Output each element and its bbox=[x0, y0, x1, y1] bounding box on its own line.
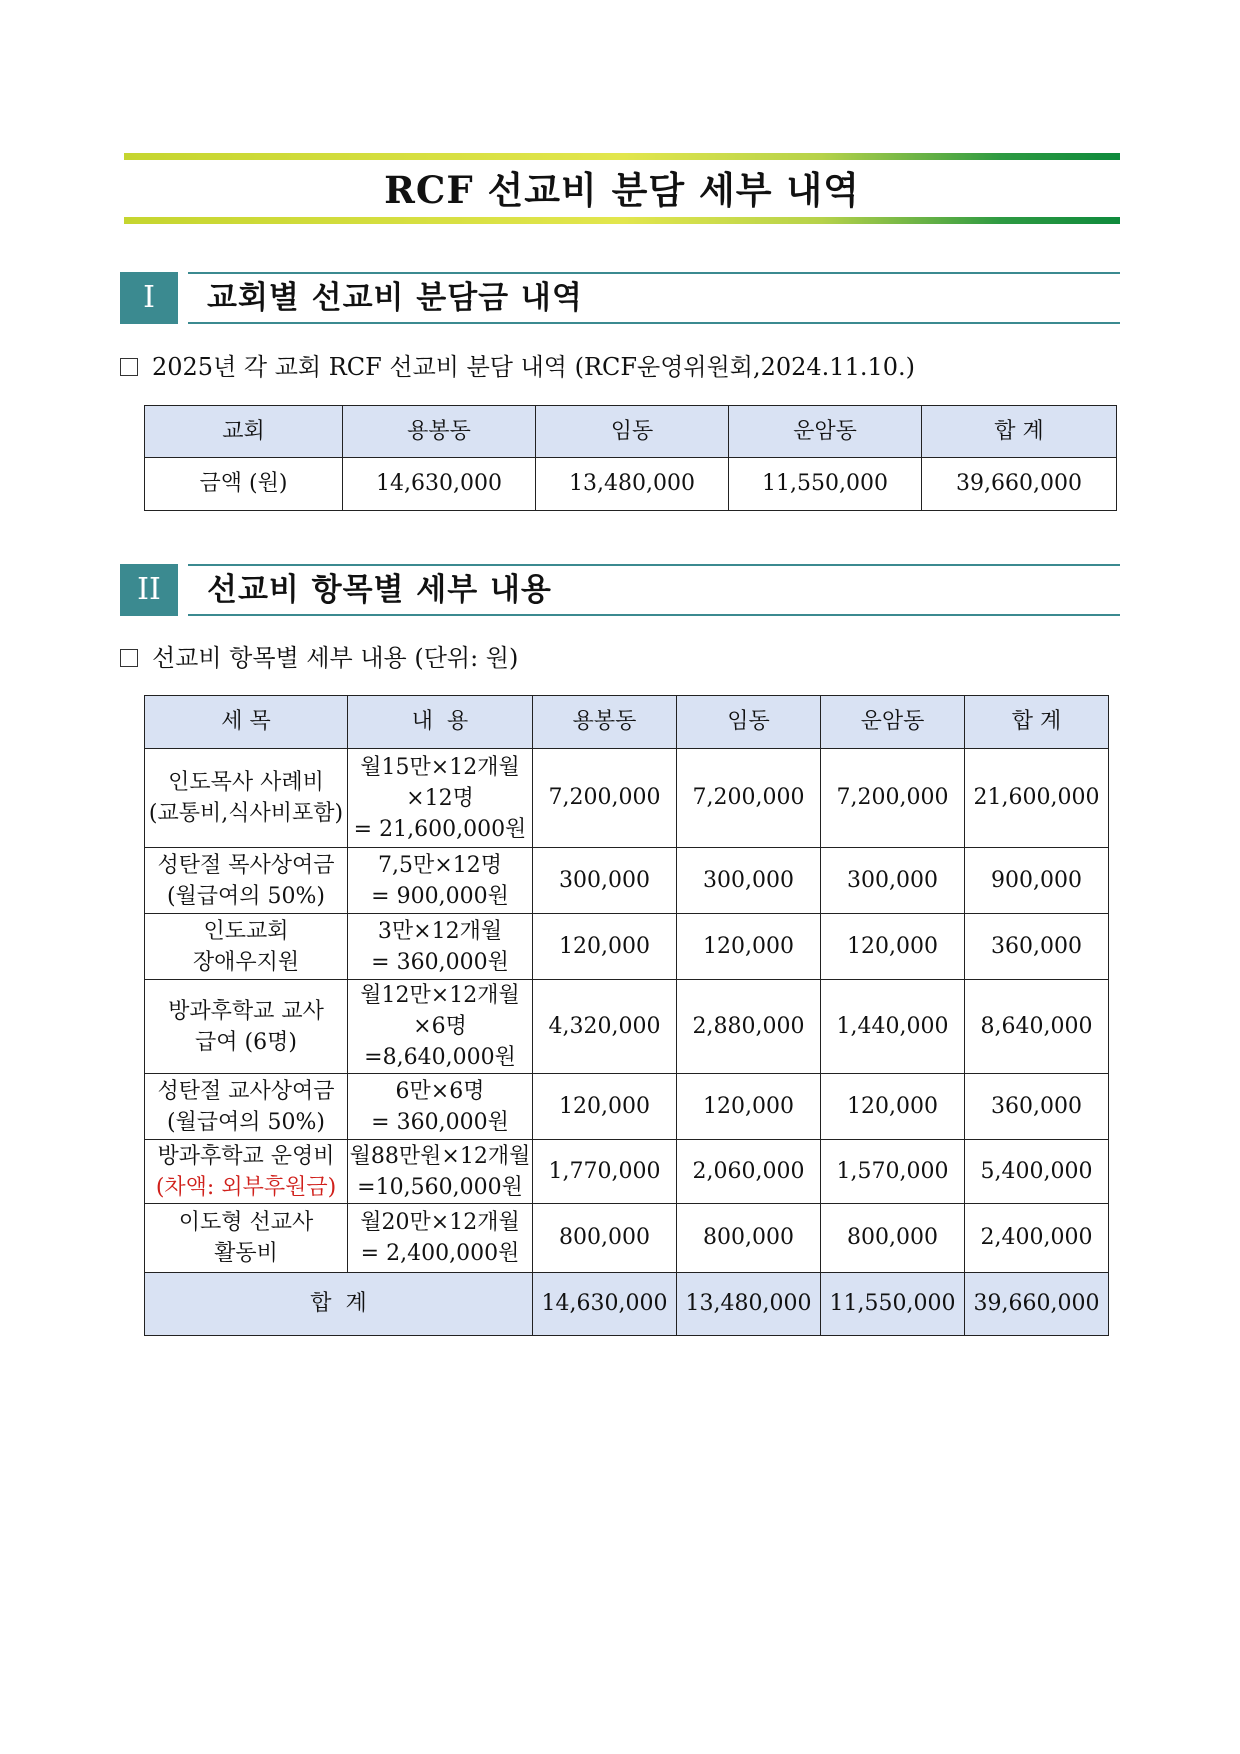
item-line: 인도교회 bbox=[203, 918, 289, 944]
value-imdong: 800,000 bbox=[677, 1204, 821, 1273]
item-cell bbox=[145, 980, 348, 1074]
item-line: 성탄절 교사상여금 bbox=[157, 1078, 335, 1104]
section-1-number: I bbox=[120, 272, 178, 324]
value-yongbong: 1,770,000 bbox=[533, 1140, 677, 1204]
value-imdong: 2,060,000 bbox=[677, 1140, 821, 1204]
value-unam: 7,200,000 bbox=[821, 749, 965, 848]
amount-yongbong: 14,630,000 bbox=[343, 458, 536, 511]
section-1-note-text: 2025년 각 교회 RCF 선교비 분담 내역 (RCF운영위원회,2024.11.10.) bbox=[152, 353, 915, 381]
section-1-header bbox=[120, 272, 1120, 324]
description-line: = 900,000원 bbox=[371, 883, 509, 909]
table-row bbox=[145, 848, 1109, 914]
checkbox-icon bbox=[120, 358, 138, 376]
value-unam: 1,570,000 bbox=[821, 1140, 965, 1204]
description-cell bbox=[348, 1074, 533, 1140]
item-cell bbox=[145, 1204, 348, 1273]
table-row bbox=[145, 1074, 1109, 1140]
amount-total: 39,660,000 bbox=[922, 458, 1117, 511]
total-unam: 11,550,000 bbox=[821, 1273, 965, 1336]
item-line: 방과후학교 운영비 bbox=[157, 1143, 335, 1169]
value-imdong: 7,200,000 bbox=[677, 749, 821, 848]
title-bottom-bar bbox=[124, 217, 1120, 224]
header-cell-description: 내 용 bbox=[348, 696, 533, 749]
document-title: RCF 선교비 분담 세부 내역 bbox=[384, 168, 860, 212]
section-2-title: 선교비 항목별 세부 내용 bbox=[207, 572, 552, 608]
description-cell bbox=[348, 914, 533, 980]
value-imdong: 120,000 bbox=[677, 1074, 821, 1140]
value-yongbong: 300,000 bbox=[533, 848, 677, 914]
item-line: (월급여의 50%) bbox=[166, 1109, 326, 1135]
header-cell-church: 교회 bbox=[145, 406, 343, 458]
title-top-bar bbox=[124, 153, 1120, 160]
total-label: 합 계 bbox=[145, 1273, 533, 1336]
description-line: =10,560,000원 bbox=[357, 1174, 523, 1200]
value-total: 21,600,000 bbox=[965, 749, 1109, 848]
item-line: 급여 (6명) bbox=[195, 1029, 297, 1055]
header-cell-unam: 운암동 bbox=[821, 696, 965, 749]
table-header-row bbox=[145, 406, 1117, 458]
value-yongbong: 800,000 bbox=[533, 1204, 677, 1273]
section-2-header bbox=[120, 564, 1120, 616]
item-note-red: (차액: 외부후원금) bbox=[155, 1174, 337, 1200]
value-unam: 800,000 bbox=[821, 1204, 965, 1273]
description-line: 3만×12개월 bbox=[377, 918, 503, 944]
row-label: 금액 (원) bbox=[145, 458, 343, 511]
value-total: 360,000 bbox=[965, 914, 1109, 980]
item-line: 인도목사 사례비 bbox=[168, 770, 324, 795]
item-cell bbox=[145, 848, 348, 914]
value-imdong: 120,000 bbox=[677, 914, 821, 980]
description-cell bbox=[348, 980, 533, 1074]
value-imdong: 2,880,000 bbox=[677, 980, 821, 1074]
description-cell bbox=[348, 749, 533, 848]
description-line: ×6명 bbox=[413, 1014, 467, 1039]
table-row bbox=[145, 1204, 1109, 1273]
amount-unam: 11,550,000 bbox=[729, 458, 922, 511]
value-unam: 300,000 bbox=[821, 848, 965, 914]
description-line: 월88만원×12개월 bbox=[349, 1143, 531, 1169]
header-cell-imdong: 임동 bbox=[536, 406, 729, 458]
item-line: 성탄절 목사상여금 bbox=[157, 852, 335, 878]
description-cell bbox=[348, 848, 533, 914]
total-row bbox=[145, 1273, 1109, 1336]
section-2-number: II bbox=[120, 564, 178, 616]
item-line: 방과후학교 교사 bbox=[168, 998, 324, 1024]
item-line: 장애우지원 bbox=[192, 949, 300, 975]
description-cell bbox=[348, 1140, 533, 1204]
value-yongbong: 7,200,000 bbox=[533, 749, 677, 848]
document-title-block bbox=[124, 153, 1120, 229]
value-unam: 1,440,000 bbox=[821, 980, 965, 1074]
item-cell bbox=[145, 1074, 348, 1140]
description-line: = 2,400,000원 bbox=[360, 1241, 520, 1266]
section-1-note bbox=[120, 350, 915, 384]
value-total: 8,640,000 bbox=[965, 980, 1109, 1074]
header-cell-unam: 운암동 bbox=[729, 406, 922, 458]
value-yongbong: 120,000 bbox=[533, 914, 677, 980]
item-line: (월급여의 50%) bbox=[166, 883, 326, 909]
item-cell bbox=[145, 749, 348, 848]
total-yongbong: 14,630,000 bbox=[533, 1273, 677, 1336]
item-cell bbox=[145, 1140, 348, 1204]
value-unam: 120,000 bbox=[821, 1074, 965, 1140]
description-line: 월12만×12개월 bbox=[360, 983, 520, 1008]
total-imdong: 13,480,000 bbox=[677, 1273, 821, 1336]
description-line: = 360,000원 bbox=[371, 1109, 509, 1135]
value-total: 900,000 bbox=[965, 848, 1109, 914]
header-cell-imdong: 임동 bbox=[677, 696, 821, 749]
header-cell-item: 세 목 bbox=[145, 696, 348, 749]
table-header-row bbox=[145, 696, 1109, 749]
value-yongbong: 4,320,000 bbox=[533, 980, 677, 1074]
table-row bbox=[145, 1140, 1109, 1204]
header-cell-yongbong: 용봉동 bbox=[343, 406, 536, 458]
table-row bbox=[145, 914, 1109, 980]
description-line: 7,5만×12명 bbox=[378, 852, 502, 878]
header-cell-total: 합 계 bbox=[965, 696, 1109, 749]
item-cell bbox=[145, 914, 348, 980]
value-total: 2,400,000 bbox=[965, 1204, 1109, 1273]
item-line: 활동비 bbox=[214, 1241, 278, 1266]
table-row bbox=[145, 980, 1109, 1074]
section-2-note-text: 선교비 항목별 세부 내용 (단위: 원) bbox=[152, 644, 519, 672]
table-row bbox=[145, 749, 1109, 848]
header-cell-total: 합 계 bbox=[922, 406, 1117, 458]
header-cell-yongbong: 용봉동 bbox=[533, 696, 677, 749]
church-share-table bbox=[144, 405, 1117, 511]
value-unam: 120,000 bbox=[821, 914, 965, 980]
description-line: =8,640,000원 bbox=[364, 1045, 516, 1070]
section-2-note bbox=[120, 641, 518, 675]
description-line: ×12명 bbox=[406, 785, 474, 811]
description-line: 월15만×12개월 bbox=[360, 754, 520, 780]
section-1-title: 교회별 선교비 분담금 내역 bbox=[207, 280, 583, 316]
description-line: 월20만×12개월 bbox=[360, 1210, 520, 1235]
amount-imdong: 13,480,000 bbox=[536, 458, 729, 511]
description-cell bbox=[348, 1204, 533, 1273]
item-line: 이도형 선교사 bbox=[178, 1210, 314, 1235]
checkbox-icon bbox=[120, 649, 138, 667]
value-total: 5,400,000 bbox=[965, 1140, 1109, 1204]
value-yongbong: 120,000 bbox=[533, 1074, 677, 1140]
total-sum: 39,660,000 bbox=[965, 1273, 1109, 1336]
description-line: = 360,000원 bbox=[371, 949, 509, 975]
description-line: 6만×6명 bbox=[395, 1078, 485, 1104]
description-line: = 21,600,000원 bbox=[353, 816, 527, 842]
table-row bbox=[145, 458, 1117, 511]
value-imdong: 300,000 bbox=[677, 848, 821, 914]
value-total: 360,000 bbox=[965, 1074, 1109, 1140]
item-detail-table bbox=[144, 695, 1109, 1336]
item-line: (교통비,식사비포함) bbox=[148, 801, 344, 826]
